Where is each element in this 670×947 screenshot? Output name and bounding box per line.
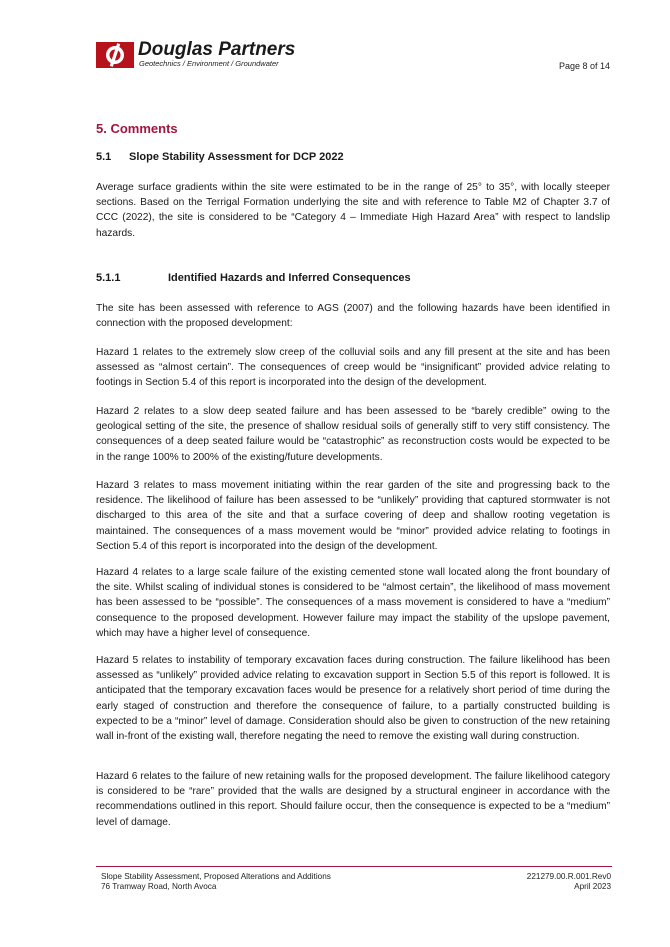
- footer-report-title: Slope Stability Assessment, Proposed Alterations and Additions: [101, 872, 331, 881]
- logo-company-name: Douglas Partners: [138, 39, 296, 60]
- paragraph-intro-hazards: The site has been assessed with reference to AGS (2007) and the following hazards have been identified in connection with the proposed development:: [96, 303, 610, 330]
- company-logo: [96, 40, 311, 70]
- footer-site-address: 76 Tramway Road, North Avoca: [101, 882, 217, 891]
- subsection-heading: [96, 151, 344, 163]
- logo-tagline: Geotechnics / Environment / Groundwater: [139, 59, 279, 68]
- subsubsection-heading: [96, 272, 411, 284]
- page-number: Page 8 of 14: [558, 61, 610, 71]
- footer-date: April 2023: [574, 882, 611, 891]
- subsubsection-number: 5.1.1: [96, 272, 121, 284]
- subsection-number: 5.1: [96, 151, 112, 163]
- paragraph-hazard-3: Hazard 3 relates to mass movement initiating within the rear garden of the site and progressing back to the residence. The likelihood of failure has been assessed to be “unlikely” providing that captured stormwater is not discharged to this area of the site and that a surface covering of deep and shallow rooting vegetation is maintained. The consequences of a mass movement would be “minor” provided advice relating to footings in Section 5.4 of this report is incorporated into the design of the development.: [96, 480, 610, 552]
- subsection-title: Slope Stability Assessment for DCP 2022: [129, 151, 344, 163]
- subsubsection-title: Identified Hazards and Inferred Consequences: [168, 272, 411, 284]
- paragraph-hazard-4: Hazard 4 relates to a large scale failure of the existing cemented stone wall located along the front boundary of the site. Whilst scaling of individual stones is considered to be “almost certain”, the likelihood of mass movement has been assessed to be “possible”. The consequences of a mass movement is considered to have a “medium” consequence to the proposed development. However failure may impact the stability of the upslope pavement, which may have a higher level of consequence.: [96, 567, 610, 639]
- footer-report-number: 221279.00.R.001.Rev0: [526, 872, 611, 881]
- footer-divider: [96, 866, 612, 867]
- intro-paragraph: Average surface gradients within the site were estimated to be in the range of 25° to 35°, with locally steeper sections. Based on the Terrigal Formation underlying the site and with reference to Table M2 of Chapter 3.7 of CCC (2022), the site is considered to be “Category 4 – Immediate High Hazard Area” with respect to landslip hazards.: [96, 182, 610, 239]
- douglas-partners-logo-icon: [96, 42, 134, 68]
- paragraph-hazard-5: Hazard 5 relates to instability of temporary excavation faces during construction. The failure likelihood has been assessed as “unlikely” provided advice relating to excavation support in Section 5.5 of this report is followed. It is anticipated that the temporary excavation faces would be presence for a relatively short period of time during the early staged of construction and therefore the consequence of failure, to a partially constructed building is expected to be a “minor” level of damage. Consideration should also be given to construction of the new retaining wall in-front of the existing wall, therefore negating the need to remove the existing wall during construction.: [96, 655, 610, 743]
- paragraph-hazard-2: Hazard 2 relates to a slow deep seated failure and has been assessed to be “barely credible” owing to the geological setting of the site, the presence of shallow residual soils of generally stiff to very stiff consistency. The consequences of a deep seated failure would be “catastrophic” as reconstruction costs would be expected to be in the range 100% to 200% of the existing/future developments.: [96, 406, 610, 463]
- section-heading: 5. Comments: [96, 121, 178, 136]
- paragraph-hazard-1: Hazard 1 relates to the extremely slow creep of the colluvial soils and any fill present at the site and has been assessed as “almost certain”. The consequences of creep would be “insignificant” provided advice relating to footings in Section 5.4 of this report is incorporated into the design of the development.: [96, 347, 610, 389]
- paragraph-hazard-6: Hazard 6 relates to the failure of new retaining walls for the proposed development. The failure likelihood category is considered to be “rare” provided that the walls are designed by a structural engineer in accordance with the recommendations outlined in this report. Should failure occur, then the consequence is expected to be a “medium” level of damage.: [96, 771, 610, 828]
